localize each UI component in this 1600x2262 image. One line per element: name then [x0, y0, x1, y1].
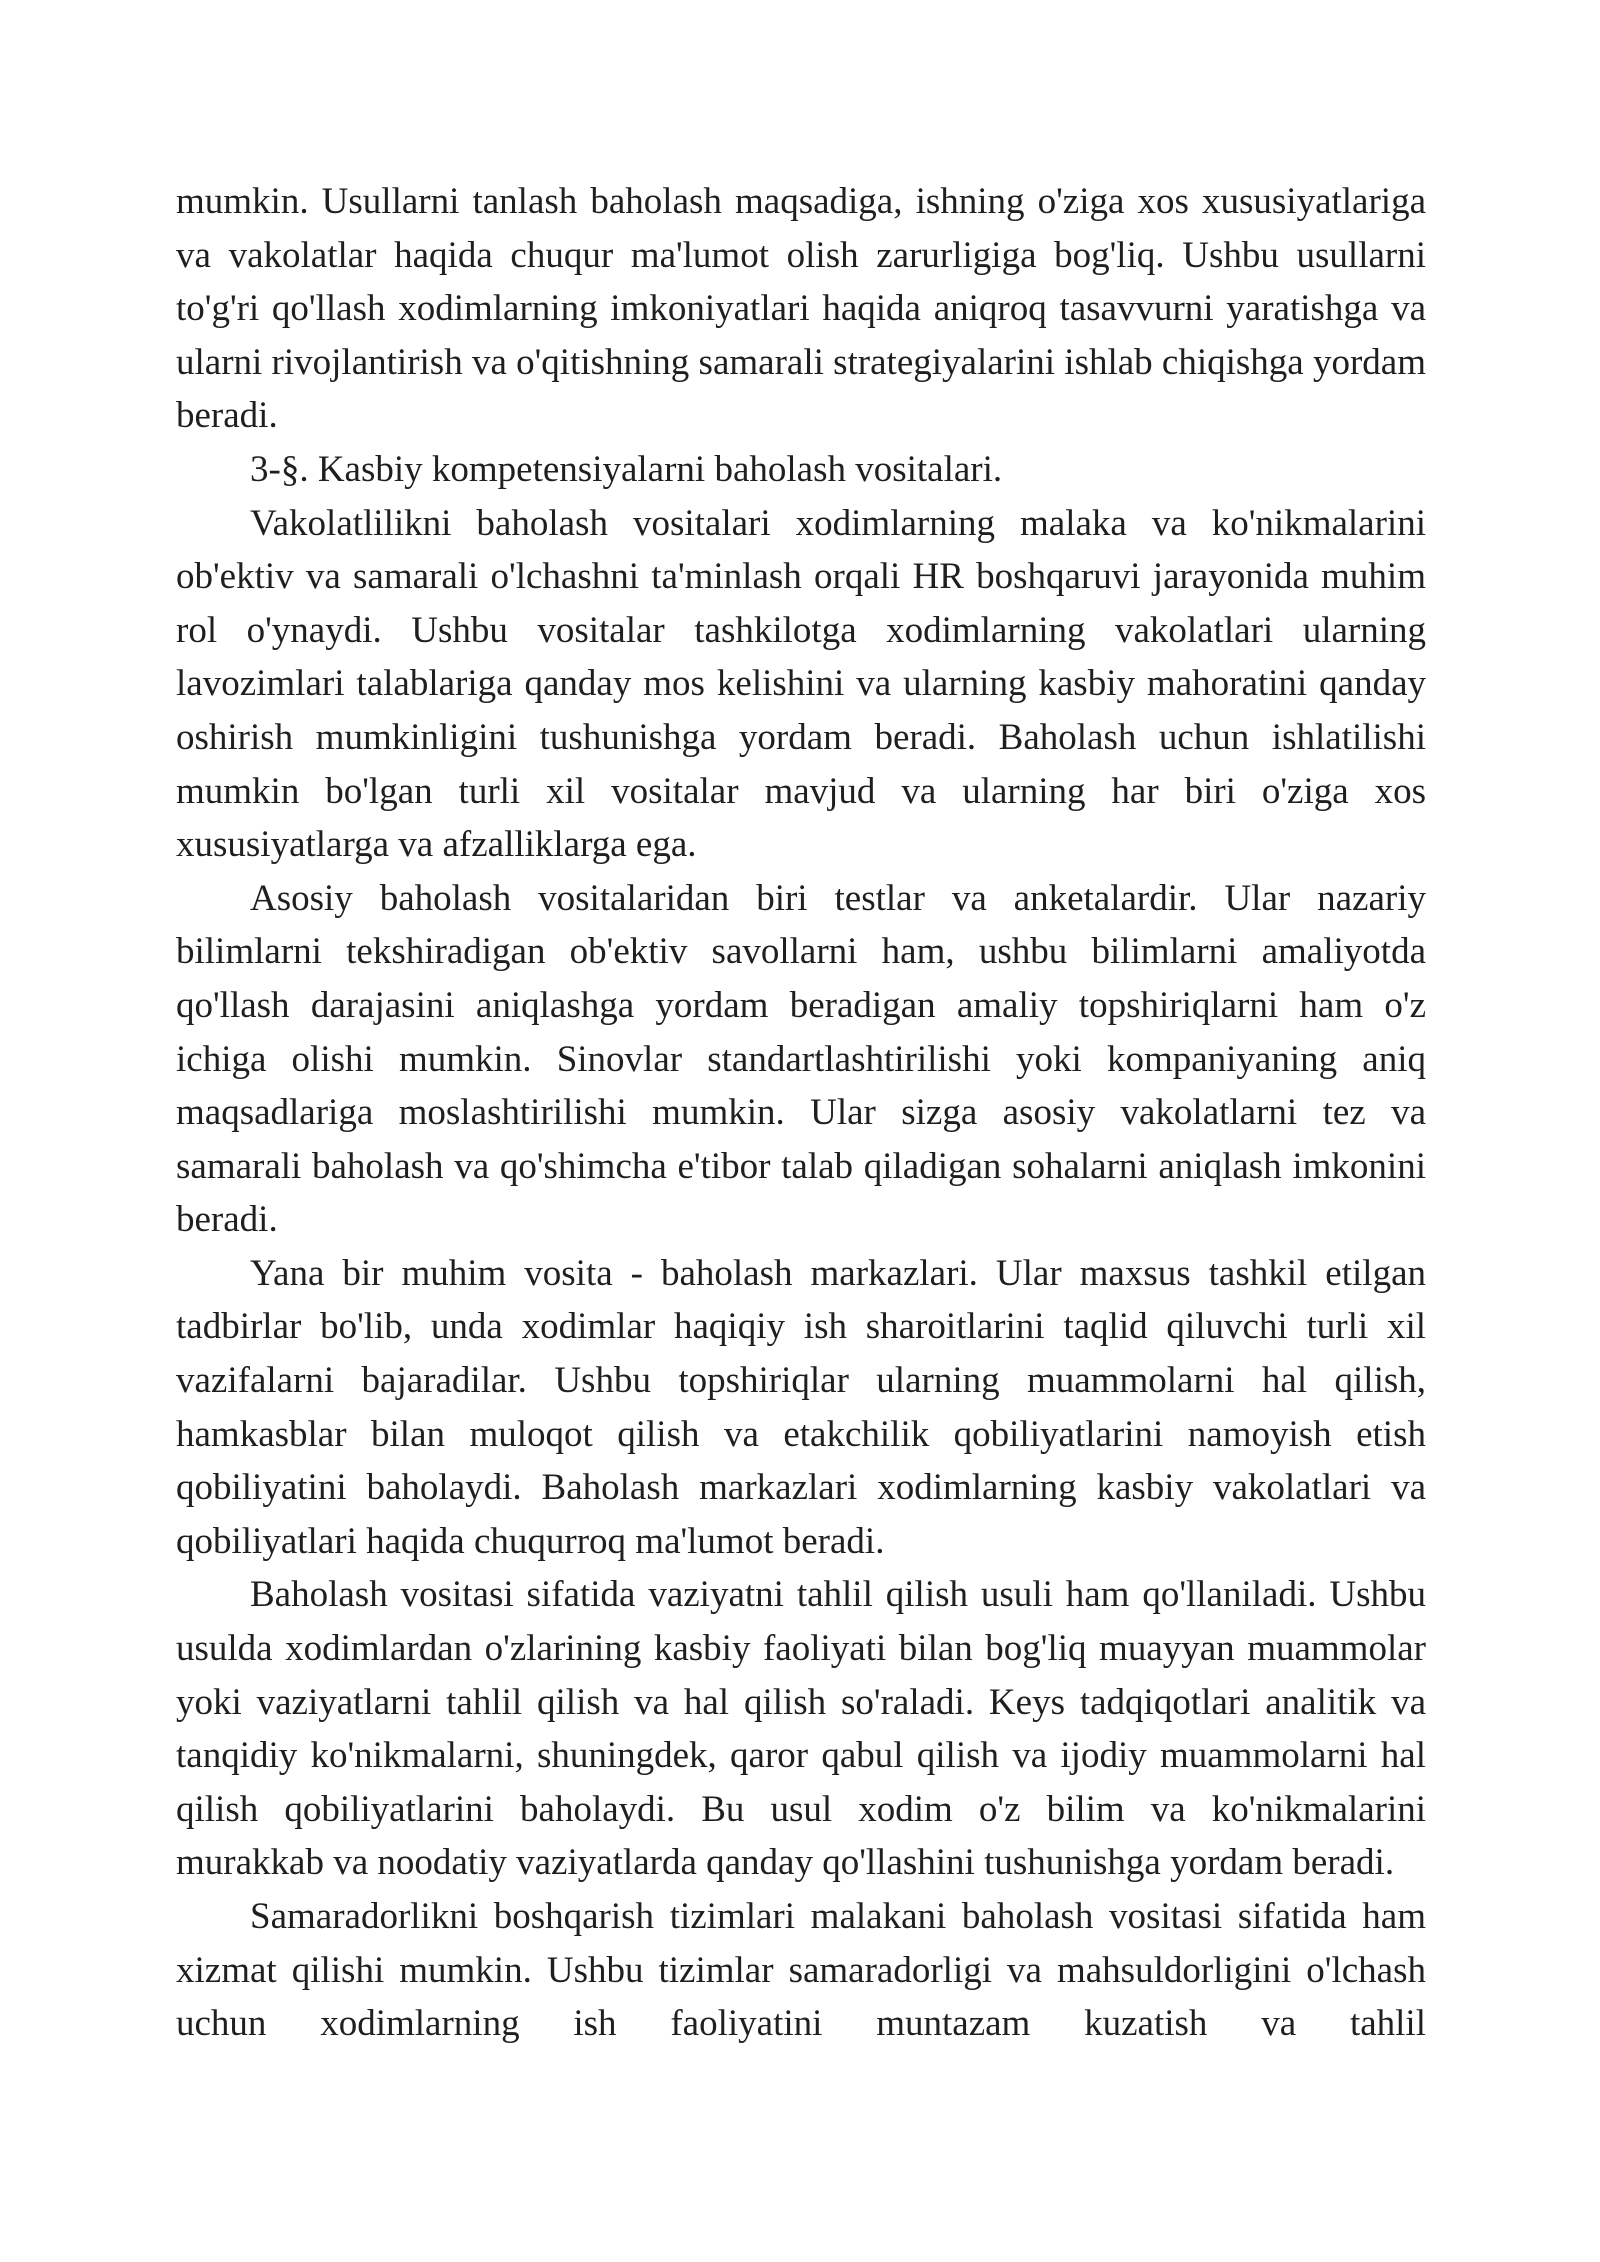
paragraph-tests-questionnaires: Asosiy baholash vositalaridan biri testlar va anketalardir. Ular nazariy bilimlarni tekshiradigan ob'ektiv savollarni ham, ushbu bilimlarni amaliyotda qo'llash darajasini aniqlashga yordam beradigan amaliy topshiriqlarni ham o'z ichiga olishi mumkin. Sinovlar standartlashtirilishi yoki kompaniyaning aniq maqsadlariga moslashtirilishi mumkin. Ular sizga asosiy vakolatlarni tez va samarali baholash va qo'shimcha e'tibor talab qiladigan sohalarni aniqlash imkonini beradi. — [176, 877, 1426, 1241]
paragraph-assessment-tools: Vakolatlilikni baholash vositalari xodimlarning malaka va ko'nikmalarini ob'ektiv va samarali o'lchashni ta'minlash orqali HR boshqaruvi jarayonida muhim rol o'ynaydi. Ushbu vositalar tashkilotga xodimlarning vakolatlari ularning lavozimlari talablariga qanday mos kelishini va ularning kasbiy mahoratini qanday oshirish mumkinligini tushunishga yordam beradi. Baholash uchun ishlatilishi mumkin bo'lgan turli xil vositalar mavjud va ularning har biri o'ziga xos xususiyatlarga va afzalliklarga ega. — [176, 502, 1426, 866]
paragraph-performance-management: Samaradorlikni boshqarish tizimlari malakani baholash vositasi sifatida ham xizmat qilishi mumkin. Ushbu tizimlar samaradorligi va mahsuldorligini o'lchash uchun xodimlarning ish faoliyatini muntazam kuzatish va tahlil — [176, 1896, 1426, 2045]
paragraph-case-analysis: Baholash vositasi sifatida vaziyatni tahlil qilish usuli ham qo'llaniladi. Ushbu usulda xodimlardan o'zlarining kasbiy faoliyati bilan bog'liq muayyan muammolar yoki vaziyatlarni tahlil qilish va hal qilish so'raladi. Keys tadqiqotlari analitik va tanqidiy ko'nikmalarni, shuningdek, qaror qabul qilish va ijodiy muammolarni hal qilish qobiliyatlarini baholaydi. Bu usul xodim o'z bilim va ko'nikmalarini murakkab va noodatiy vaziyatlarda qanday qo'llashini tushunishga yordam beradi. — [176, 1574, 1426, 1884]
document-page — [176, 175, 1426, 2051]
section-heading: 3-§. Kasbiy kompetensiyalarni baholash vositalari. — [250, 448, 1003, 490]
paragraph-assessment-centers: Yana bir muhim vosita - baholash markazlari. Ular maxsus tashkil etilgan tadbirlar bo'lib, unda xodimlar haqiqiy ish sharoitlarini taqlid qiluvchi turli xil vazifalarni bajaradilar. Ushbu topshiriqlar ularning muammolarni hal qilish, hamkasblar bilan muloqot qilish va etakchilik qobiliyatlarini namoyish etish qobiliyatini baholaydi. Baholash markazlari xodimlarning kasbiy vakolatlari va qobiliyatlari haqida chuqurroq ma'lumot beradi. — [176, 1252, 1426, 1562]
paragraph-continuation: mumkin. Usullarni tanlash baholash maqsadiga, ishning o'ziga xos xususiyatlariga va vakolatlar haqida chuqur ma'lumot olish zarurligiga bog'liq. Ushbu usullarni to'g'ri qo'llash xodimlarning imkoniyatlari haqida aniqroq tasavvurni yaratishga va ularni rivojlantirish va o'qitishning samarali strategiyalarini ishlab chiqishga yordam beradi. — [176, 181, 1426, 437]
